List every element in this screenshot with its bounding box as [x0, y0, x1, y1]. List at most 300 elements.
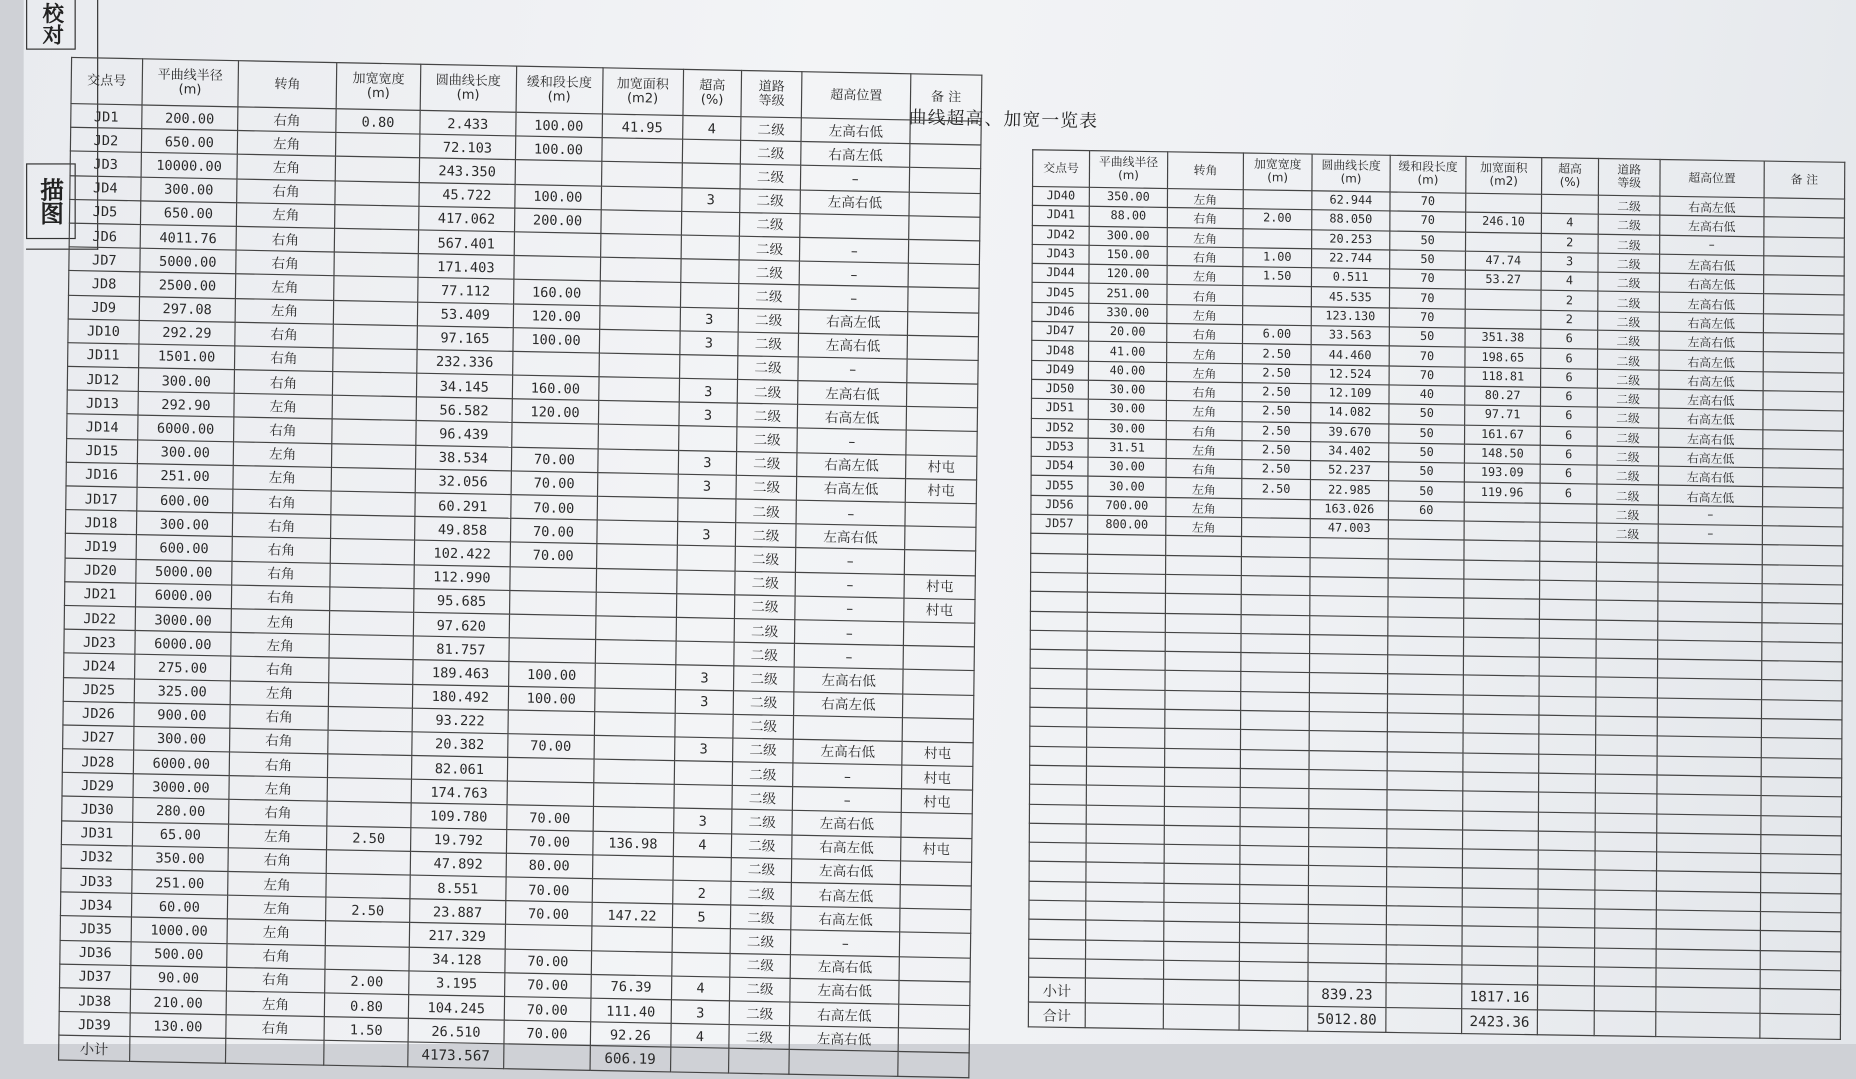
- cell-circle-length: 180.492: [412, 684, 508, 710]
- cell-widen-width: 2.50: [1242, 402, 1311, 422]
- cell-remark: [900, 932, 971, 957]
- cell-widen-area: [597, 496, 678, 521]
- cell-widen-width: [336, 133, 420, 159]
- cell-turn-angle: 左角: [235, 298, 334, 324]
- cell-radius: 292.90: [138, 392, 234, 418]
- cell-jd-id: JD50: [1032, 379, 1089, 399]
- cell-circle-length: 243.350: [419, 158, 515, 184]
- subtotal-row-circle-length: 4173.567: [407, 1042, 503, 1069]
- cell-turn-angle: 左角: [231, 633, 330, 659]
- cell-road-grade: 二级: [739, 212, 800, 237]
- binding-label-trace: 描图: [26, 163, 76, 239]
- cell-jd-id: JD18: [65, 510, 136, 535]
- cell-road-grade: 二级: [1598, 272, 1660, 292]
- cell-road-grade: 二级: [1598, 214, 1660, 234]
- cell-remark: [906, 407, 977, 432]
- cell-widen-width: [333, 324, 417, 350]
- cell-superelevation: 6: [1540, 464, 1597, 484]
- col-header-superelevation-position: 超高位置: [1660, 159, 1764, 197]
- cell-radius: 30.00: [1088, 457, 1166, 478]
- cell-turn-angle: 右角: [230, 704, 329, 730]
- cell-transition-length: 70.00: [510, 542, 596, 568]
- cell-widen-width: [333, 372, 417, 398]
- cell-remark: [910, 120, 981, 145]
- cell-jd-id: JD36: [60, 940, 131, 965]
- cell-radius: 65.00: [132, 822, 228, 848]
- cell-widen-width: 1.50: [1243, 267, 1312, 287]
- cell-superelevation-position: 右高左低: [794, 691, 903, 717]
- cell-superelevation: 2: [1541, 233, 1598, 253]
- cell-road-grade: 二级: [734, 666, 795, 691]
- cell-superelevation-position: 右高左低: [1660, 196, 1764, 217]
- cell-superelevation: 3: [674, 808, 732, 833]
- cell-turn-angle: 右角: [236, 250, 335, 276]
- cell-radius: 300.00: [137, 439, 233, 465]
- cell-circle-length: 14.082: [1311, 403, 1389, 424]
- cell-road-grade: 二级: [729, 1001, 790, 1026]
- cell-turn-angle: 左角: [237, 131, 336, 157]
- cell-radius: 600.00: [136, 535, 232, 561]
- cell-superelevation-position: –: [800, 237, 909, 263]
- cell-road-grade: 二级: [730, 929, 791, 954]
- cell-circle-length: 95.685: [413, 588, 509, 614]
- subtotal-row-label: 小计: [59, 1036, 130, 1062]
- cell-remark: [1763, 314, 1844, 335]
- cell-jd-id: JD6: [69, 223, 140, 248]
- cell-superelevation: [682, 163, 740, 188]
- cell-circle-length: 38.534: [415, 445, 511, 471]
- cell-turn-angle: 右角: [1167, 246, 1243, 266]
- cell-transition-length: 100.00: [513, 327, 599, 353]
- cell-widen-area: [598, 425, 679, 450]
- cell-transition-length: 100.00: [515, 136, 601, 162]
- col-header-road-grade: 道路 等级: [741, 70, 802, 117]
- cell-turn-angle: 左角: [1166, 439, 1242, 459]
- cell-remark: [908, 263, 979, 288]
- cell-turn-angle: 右角: [233, 489, 332, 515]
- cell-radius: 800.00: [1088, 515, 1166, 536]
- cell-jd-id: JD22: [64, 605, 135, 630]
- col-header-turn-angle: 转角: [238, 61, 337, 109]
- cell-road-grade: 二级: [1597, 350, 1659, 370]
- cell-widen-width: [330, 611, 414, 637]
- subtotal-row-area: 1817.16: [1462, 984, 1538, 1010]
- cell-jd-id: JD3: [70, 151, 141, 176]
- cell-road-grade: 二级: [1597, 369, 1659, 389]
- cell-superelevation-position: –: [795, 572, 904, 598]
- subtotal-row-label: 小计: [1028, 977, 1085, 1003]
- cell-widen-area: [594, 711, 675, 736]
- cell-radius: 30.00: [1088, 400, 1166, 421]
- cell-superelevation-position: 右高左低: [790, 1002, 899, 1028]
- cell-jd-id: JD38: [59, 988, 130, 1013]
- cell-radius: 6000.00: [133, 750, 229, 776]
- cell-widen-area: 111.40: [590, 998, 671, 1023]
- cell-widen-area: 147.22: [591, 902, 672, 927]
- cell-superelevation-position: 左高右低: [790, 1026, 899, 1052]
- cell-widen-width: [327, 850, 411, 876]
- cell-jd-id: JD8: [69, 271, 140, 296]
- cell-widen-area: 136.98: [592, 831, 673, 856]
- cell-circle-length: 62.944: [1312, 191, 1390, 212]
- cell-circle-length: 112.990: [414, 564, 510, 590]
- cell-superelevation: 3: [679, 378, 737, 403]
- cell-jd-id: JD29: [62, 773, 133, 798]
- cell-superelevation: 2: [673, 880, 731, 905]
- col-header-transition-length: 缓和段长度 (m): [1390, 155, 1466, 193]
- cell-road-grade: 二级: [1597, 465, 1659, 485]
- cell-radius: 650.00: [140, 201, 236, 227]
- cell-transition-length: 70.00: [506, 829, 592, 855]
- cell-remark: [907, 359, 978, 384]
- cell-turn-angle: 右角: [227, 943, 326, 969]
- cell-widen-width: 1.00: [1243, 248, 1312, 268]
- cell-superelevation: 6: [1541, 349, 1598, 369]
- cell-transition-length: [1388, 520, 1464, 540]
- cell-remark: [898, 1028, 969, 1053]
- cell-circle-length: 12.109: [1311, 384, 1389, 405]
- cell-superelevation: 2: [1541, 310, 1598, 330]
- cell-widen-width: [1242, 498, 1311, 518]
- cell-road-grade: 二级: [731, 881, 792, 906]
- cell-superelevation-position: –: [1658, 524, 1762, 545]
- cell-road-grade: 二级: [1597, 446, 1659, 466]
- cell-transition-length: 70.00: [507, 805, 593, 831]
- cell-circle-length: 23.887: [409, 899, 505, 925]
- cell-jd-id: JD24: [64, 653, 135, 678]
- cell-widen-area: [596, 568, 677, 593]
- cell-circle-length: 81.757: [413, 636, 509, 662]
- cell-radius: 130.00: [130, 1013, 226, 1039]
- cell-circle-length: 47.892: [410, 851, 506, 877]
- cell-radius: 20.00: [1089, 322, 1167, 343]
- cell-widen-width: 2.50: [1242, 344, 1311, 364]
- cell-jd-id: JD2: [70, 127, 141, 152]
- cell-circle-length: 33.563: [1311, 326, 1389, 347]
- cell-road-grade: 二级: [1598, 195, 1660, 215]
- cell-superelevation-position: –: [801, 166, 910, 192]
- cell-circle-length: 22.985: [1310, 480, 1388, 501]
- cell-widen-area: [595, 640, 676, 665]
- cell-widen-area: 76.39: [590, 974, 671, 999]
- cell-jd-id: JD56: [1031, 495, 1088, 515]
- cell-remark: [1763, 410, 1844, 431]
- cell-turn-angle: 右角: [234, 346, 333, 372]
- cell-circle-length: 417.062: [418, 206, 514, 232]
- cell-widen-width: [1242, 518, 1311, 538]
- cell-widen-width: [1243, 228, 1312, 248]
- cell-radius: 650.00: [141, 129, 237, 155]
- cell-widen-width: [329, 682, 413, 708]
- cell-radius: 251.00: [1089, 284, 1167, 305]
- cell-turn-angle: 右角: [1166, 420, 1242, 440]
- col-header-superelevation: 超高 (%): [683, 69, 742, 116]
- cell-turn-angle: 右角: [229, 728, 328, 754]
- cell-superelevation-position: –: [799, 285, 908, 311]
- cell-circle-length: 22.744: [1312, 249, 1390, 270]
- cell-jd-id: JD40: [1032, 186, 1089, 206]
- cell-transition-length: [510, 566, 596, 592]
- cell-radius: 2500.00: [139, 272, 235, 298]
- cell-jd-id: JD55: [1031, 476, 1088, 496]
- cell-turn-angle: 右角: [235, 322, 334, 348]
- cell-remark: [904, 550, 975, 575]
- cell-jd-id: JD30: [62, 797, 133, 822]
- cell-widen-width: [334, 300, 418, 326]
- cell-widen-area: [601, 186, 682, 211]
- cell-road-grade: 二级: [732, 786, 793, 811]
- cell-radius: 900.00: [134, 702, 230, 728]
- cell-jd-id: JD4: [70, 175, 141, 200]
- cell-widen-width: 0.80: [336, 109, 420, 135]
- cell-jd-id: JD9: [68, 295, 139, 320]
- cell-transition-length: 200.00: [514, 208, 600, 234]
- cell-superelevation: 3: [671, 1000, 729, 1025]
- cell-widen-width: [328, 730, 412, 756]
- cell-transition-length: [507, 781, 593, 807]
- cell-road-grade: 二级: [735, 523, 796, 548]
- cell-transition-length: 160.00: [512, 375, 598, 401]
- cell-remark: 村屯: [902, 741, 973, 766]
- cell-transition-length: 70: [1389, 346, 1465, 366]
- cell-remark: [909, 216, 980, 241]
- col-header-remark: 备 注: [1764, 161, 1845, 199]
- cell-widen-width: [327, 802, 411, 828]
- cell-widen-area: [591, 926, 672, 951]
- cell-turn-angle: 左角: [237, 155, 336, 181]
- cell-superelevation-position: –: [795, 644, 904, 670]
- cell-superelevation: [676, 617, 734, 642]
- cell-turn-angle: 右角: [238, 107, 337, 133]
- cell-widen-area: [592, 879, 673, 904]
- cell-radius: 297.08: [139, 296, 235, 322]
- cell-superelevation: 3: [675, 689, 733, 714]
- cell-remark: 村屯: [901, 837, 972, 862]
- cell-superelevation: [680, 283, 738, 308]
- cell-transition-length: 50: [1389, 404, 1465, 424]
- cell-transition-length: 70.00: [510, 518, 596, 544]
- cell-superelevation-position: 右高左低: [791, 906, 900, 932]
- cell-superelevation-position: 左高右低: [798, 381, 907, 407]
- table-title: 曲线超高、加宽一览表: [908, 106, 1099, 132]
- cell-remark: 村屯: [901, 789, 972, 814]
- cell-jd-id: JD1: [71, 104, 142, 129]
- cell-turn-angle: 左角: [229, 776, 328, 802]
- cell-jd-id: JD17: [66, 486, 137, 511]
- cell-turn-angle: 左角: [227, 895, 326, 921]
- cell-radius: 292.29: [139, 320, 235, 346]
- cell-road-grade: 二级: [739, 236, 800, 261]
- cell-widen-area: 47.74: [1465, 251, 1541, 271]
- cell-radius: 325.00: [134, 678, 230, 704]
- cell-superelevation: [1541, 194, 1598, 214]
- cell-circle-length: 72.103: [419, 134, 515, 160]
- cell-jd-id: JD11: [68, 343, 139, 368]
- cell-superelevation-position: 右高左低: [1659, 312, 1763, 333]
- cell-transition-length: 100.00: [508, 686, 594, 712]
- cell-widen-width: [1243, 305, 1312, 325]
- cell-circle-length: 52.237: [1310, 461, 1388, 482]
- cell-transition-length: 70: [1390, 211, 1466, 231]
- cell-circle-length: 49.858: [414, 517, 510, 543]
- cell-remark: [1763, 429, 1844, 450]
- cell-transition-length: 70.00: [504, 996, 590, 1022]
- cell-jd-id: JD39: [59, 1012, 130, 1037]
- cell-road-grade: 二级: [1597, 485, 1659, 505]
- cell-radius: 350.00: [1089, 187, 1167, 208]
- cell-jd-id: JD47: [1032, 321, 1089, 341]
- cell-jd-id: JD46: [1032, 302, 1089, 322]
- cell-radius: 4011.76: [140, 224, 236, 250]
- cell-turn-angle: 左角: [1166, 401, 1242, 421]
- cell-superelevation: 3: [678, 450, 736, 475]
- cell-widen-width: 2.50: [1242, 460, 1311, 480]
- cell-jd-id: JD53: [1031, 437, 1088, 457]
- cell-circle-length: 2.433: [420, 110, 516, 136]
- cell-road-grade: 二级: [734, 642, 795, 667]
- cell-superelevation-position: 左高右低: [1660, 254, 1764, 275]
- cell-turn-angle: 右角: [1167, 208, 1243, 228]
- cell-remark: [907, 383, 978, 408]
- cell-remark: [903, 646, 974, 671]
- cell-widen-area: [1464, 521, 1540, 541]
- cell-superelevation: 3: [677, 522, 735, 547]
- cell-turn-angle: 左角: [227, 919, 326, 945]
- cell-jd-id: JD21: [64, 581, 135, 606]
- cell-remark: [910, 144, 981, 169]
- cell-transition-length: 70: [1389, 366, 1465, 386]
- cell-widen-area: [595, 616, 676, 641]
- cell-superelevation: 4: [1541, 271, 1598, 291]
- cell-superelevation: 4: [671, 976, 729, 1001]
- cell-remark: [909, 192, 980, 217]
- col-header-superelevation: 超高 (%): [1542, 158, 1599, 196]
- cell-transition-length: 40: [1389, 385, 1465, 405]
- cell-transition-length: 100.00: [515, 184, 601, 210]
- cell-remark: 村屯: [902, 765, 973, 790]
- cell-remark: [1762, 506, 1843, 527]
- cell-widen-width: 1.50: [324, 1017, 408, 1043]
- cell-road-grade: 二级: [738, 308, 799, 333]
- cell-road-grade: 二级: [1597, 504, 1659, 524]
- cell-widen-width: [331, 467, 415, 493]
- cell-superelevation-position: –: [791, 930, 900, 956]
- cell-widen-area: 193.09: [1464, 463, 1540, 483]
- cell-widen-area: [597, 448, 678, 473]
- cell-road-grade: 二级: [740, 164, 801, 189]
- cell-turn-angle: 右角: [228, 848, 327, 874]
- cell-circle-length: 174.763: [411, 779, 507, 805]
- cell-road-grade: 二级: [730, 953, 791, 978]
- cell-remark: 村屯: [904, 574, 975, 599]
- cell-radius: 5000.00: [136, 559, 232, 585]
- cell-superelevation-position: 右高左低: [797, 476, 906, 502]
- cell-turn-angle: 右角: [237, 179, 336, 205]
- cell-superelevation-position: –: [1660, 235, 1764, 256]
- cell-superelevation: [678, 426, 736, 451]
- cell-jd-id: JD20: [65, 558, 136, 583]
- cell-turn-angle: 右角: [229, 752, 328, 778]
- cell-transition-length: 160.00: [513, 280, 599, 306]
- cell-road-grade: 二级: [733, 690, 794, 715]
- cell-widen-area: [595, 592, 676, 617]
- cell-superelevation-position: –: [793, 763, 902, 789]
- cell-jd-id: JD26: [63, 701, 134, 726]
- cell-transition-length: [515, 160, 601, 186]
- col-header-remark: 备 注: [910, 74, 981, 122]
- cell-remark: [902, 717, 973, 742]
- cell-radius: 251.00: [137, 463, 233, 489]
- cell-jd-id: JD41: [1032, 206, 1089, 226]
- cell-superelevation-position: [800, 213, 909, 239]
- cell-widen-area: [600, 210, 681, 235]
- cell-road-grade: 二级: [729, 977, 790, 1002]
- cell-superelevation: 6: [1540, 426, 1597, 446]
- cell-widen-width: [335, 228, 419, 254]
- cell-turn-angle: 左角: [231, 609, 330, 635]
- cell-radius: 40.00: [1088, 361, 1166, 382]
- cell-widen-area: 118.81: [1465, 367, 1541, 387]
- cell-transition-length: [509, 590, 595, 616]
- cell-superelevation: [673, 856, 731, 881]
- cell-widen-area: [1465, 290, 1541, 310]
- cell-jd-id: JD5: [69, 199, 140, 224]
- cell-transition-length: 70.00: [511, 471, 597, 497]
- cell-widen-width: [329, 658, 413, 684]
- cell-widen-area: [598, 377, 679, 402]
- cell-turn-angle: 左角: [1167, 362, 1243, 382]
- cell-circle-length: 45.535: [1311, 287, 1389, 308]
- cell-superelevation: 4: [683, 116, 741, 141]
- cell-widen-area: [593, 807, 674, 832]
- cell-radius: 1000.00: [131, 917, 227, 943]
- cell-jd-id: JD23: [64, 629, 135, 654]
- cell-turn-angle: 右角: [231, 585, 330, 611]
- cell-superelevation: [672, 952, 730, 977]
- cell-superelevation-position: 左高右低: [1659, 331, 1763, 352]
- cell-radius: 30.00: [1088, 380, 1166, 401]
- cell-transition-length: 50: [1389, 423, 1465, 443]
- cell-superelevation: 3: [682, 187, 740, 212]
- cell-transition-length: [505, 925, 591, 951]
- cell-circle-length: 26.510: [408, 1018, 504, 1044]
- cell-widen-area: [1465, 232, 1541, 252]
- cell-remark: [905, 526, 976, 551]
- cell-widen-area: [597, 472, 678, 497]
- cell-turn-angle: 右角: [1167, 324, 1243, 344]
- cell-widen-width: [326, 921, 410, 947]
- cell-remark: [901, 813, 972, 838]
- cell-widen-width: 2.50: [1242, 383, 1311, 403]
- cell-remark: [1763, 352, 1844, 373]
- cell-road-grade: 二级: [734, 595, 795, 620]
- cell-widen-width: [334, 276, 418, 302]
- cell-jd-id: JD48: [1032, 341, 1089, 361]
- cell-widen-width: [330, 563, 414, 589]
- col-header-widen-width: 加宽宽度 (m): [1243, 153, 1312, 191]
- cell-transition-length: 70.00: [511, 495, 597, 521]
- cell-widen-width: [332, 443, 416, 469]
- cell-radius: 31.51: [1088, 438, 1166, 459]
- cell-radius: 60.00: [131, 894, 227, 920]
- col-header-road-grade: 道路 等级: [1598, 159, 1660, 197]
- cell-widen-width: [329, 634, 413, 660]
- cell-superelevation: 3: [678, 474, 736, 499]
- cell-superelevation: [679, 354, 737, 379]
- cell-transition-length: 70: [1389, 288, 1465, 308]
- cell-transition-length: 50: [1390, 250, 1466, 270]
- cell-widen-area: 97.71: [1465, 405, 1541, 425]
